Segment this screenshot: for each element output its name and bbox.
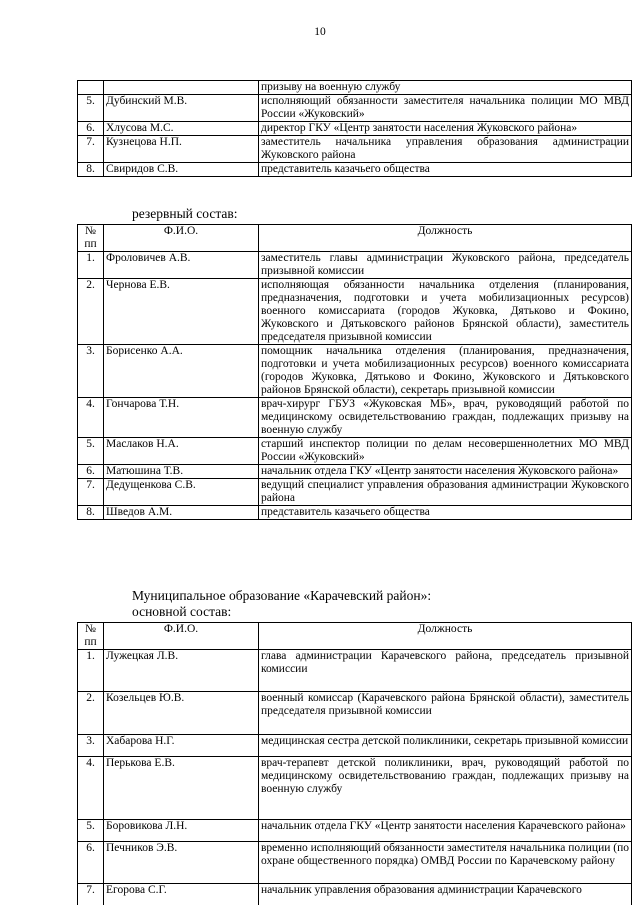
row-number: 5.	[78, 95, 104, 122]
table-row	[78, 81, 632, 95]
row-position: представитель казачьего общества	[259, 506, 632, 520]
table-row	[78, 650, 632, 692]
row-position: врач-терапевт детской поликлиники, врач, руководящий работой по медицинскому освидетельствованию граждан, подлежащих призыву на военную службу	[259, 756, 632, 819]
municipal-heading: Муниципальное образование «Карачевский район»:	[132, 588, 432, 603]
row-name: Шведов А.М.	[104, 506, 259, 520]
row-name: Дедущенкова С.В.	[104, 479, 259, 506]
table-row	[78, 506, 632, 520]
row-name: Гончарова Т.Н.	[104, 398, 259, 438]
row-name: Хлусова М.С.	[104, 122, 259, 136]
table-row	[78, 279, 632, 345]
row-number	[78, 81, 104, 95]
row-name	[104, 81, 259, 95]
row-number: 7.	[78, 479, 104, 506]
row-name: Лужецкая Л.В.	[104, 650, 259, 692]
row-name: Фроловичев А.В.	[104, 252, 259, 279]
row-position: медицинская сестра детской поликлиники, секретарь призывной комиссии	[259, 734, 632, 756]
table-row	[78, 398, 632, 438]
row-position: представитель казачьего общества	[259, 163, 632, 177]
row-name: Чернова Е.В.	[104, 279, 259, 345]
row-name: Борисенко А.А.	[104, 345, 259, 398]
row-position: директор ГКУ «Центр занятости населения Жуковского района»	[259, 122, 632, 136]
row-name: Кузнецова Н.П.	[104, 136, 259, 163]
page-number: 10	[314, 26, 326, 38]
row-position: глава администрации Карачевского района, председатель призывной комиссии	[259, 650, 632, 692]
table-row	[78, 841, 632, 883]
column-header-name: Ф.И.О.	[104, 225, 259, 252]
row-position: помощник начальника отделения (планирования, предназначения, подготовки и учета мобилизационных ресурсов) военного комиссариата (городов Жуковка, Дятьково и Фокино, Жуковского и Дятьковского районов Брянской области), секретарь призывной комиссии	[259, 345, 632, 398]
column-header-position: Должность	[259, 225, 632, 252]
row-number: 3.	[78, 345, 104, 398]
main-composition-table	[77, 622, 632, 905]
row-position: врач-хирург ГБУЗ «Жуковская МБ», врач, руководящий работой по медицинскому освидетельствованию граждан, подлежащих призыву на военную службу	[259, 398, 632, 438]
reserve-composition-table	[77, 224, 632, 520]
row-position: заместитель начальника управления образования администрации Жуковского района	[259, 136, 632, 163]
table-header-row	[78, 623, 632, 650]
row-name: Боровикова Л.Н.	[104, 819, 259, 841]
row-number: 4.	[78, 756, 104, 819]
table-row	[78, 95, 632, 122]
row-name: Печников Э.В.	[104, 841, 259, 883]
table-row	[78, 438, 632, 465]
row-name: Хабарова Н.Г.	[104, 734, 259, 756]
row-number: 1.	[78, 252, 104, 279]
table-row	[78, 692, 632, 734]
row-number: 1.	[78, 650, 104, 692]
row-number: 5.	[78, 819, 104, 841]
row-position: призыву на военную службу	[259, 81, 632, 95]
row-number: 5.	[78, 438, 104, 465]
row-position: начальник отдела ГКУ «Центр занятости населения Карачевского района»	[259, 819, 632, 841]
row-number: 2.	[78, 279, 104, 345]
row-name: Дубинский М.В.	[104, 95, 259, 122]
row-number: 4.	[78, 398, 104, 438]
row-name: Свиридов С.В.	[104, 163, 259, 177]
row-position: военный комиссар (Карачевского района Брянской области), заместитель председателя призывной комиссии	[259, 692, 632, 734]
column-header-position: Должность	[259, 623, 632, 650]
row-number: 3.	[78, 734, 104, 756]
row-position: начальник отдела ГКУ «Центр занятости населения Жуковского района»	[259, 465, 632, 479]
row-name: Козельцев Ю.В.	[104, 692, 259, 734]
table-row	[78, 883, 632, 905]
row-position: временно исполняющий обязанности заместителя начальника полиции (по охране общественного порядка) ОМВД России по Карачевскому району	[259, 841, 632, 883]
row-number: 7.	[78, 883, 104, 905]
row-position: исполняющий обязанности заместителя начальника полиции МО МВД России «Жуковский»	[259, 95, 632, 122]
table-row	[78, 136, 632, 163]
row-number: 2.	[78, 692, 104, 734]
row-number: 8.	[78, 163, 104, 177]
row-number: 6.	[78, 465, 104, 479]
row-name: Матюшина Т.В.	[104, 465, 259, 479]
row-number: 7.	[78, 136, 104, 163]
table-row	[78, 734, 632, 756]
row-position: исполняющая обязанности начальника отделения (планирования, предназначения, подготовки и учета мобилизационных ресурсов) военного комиссариата (городов Жуковка, Дятьково и Фокино, Жуковского и Дятьковского районов Брянской области), заместитель председателя призывной комиссии	[259, 279, 632, 345]
table-row	[78, 345, 632, 398]
column-header-number: № пп	[78, 623, 104, 650]
table-row	[78, 465, 632, 479]
table-row	[78, 479, 632, 506]
column-header-number: № пп	[78, 225, 104, 252]
reserve-heading: резервный состав:	[132, 206, 238, 221]
row-position: начальник управления образования администрации Карачевского	[259, 883, 632, 905]
main-composition-heading: основной состав:	[132, 604, 232, 619]
row-position: заместитель главы администрации Жуковского района, председатель призывной комиссии	[259, 252, 632, 279]
row-name: Перькова Е.В.	[104, 756, 259, 819]
row-position: старший инспектор полиции по делам несовершеннолетних МО МВД России «Жуковский»	[259, 438, 632, 465]
table-row	[78, 819, 632, 841]
table-header-row	[78, 225, 632, 252]
column-header-name: Ф.И.О.	[104, 623, 259, 650]
table-row	[78, 252, 632, 279]
table-row	[78, 756, 632, 819]
row-number: 6.	[78, 122, 104, 136]
row-name: Маслаков Н.А.	[104, 438, 259, 465]
commission-table-continued	[77, 80, 632, 177]
row-name: Егорова С.Г.	[104, 883, 259, 905]
table-row	[78, 122, 632, 136]
table-row	[78, 163, 632, 177]
row-number: 6.	[78, 841, 104, 883]
row-position: ведущий специалист управления образования администрации Жуковского района	[259, 479, 632, 506]
row-number: 8.	[78, 506, 104, 520]
